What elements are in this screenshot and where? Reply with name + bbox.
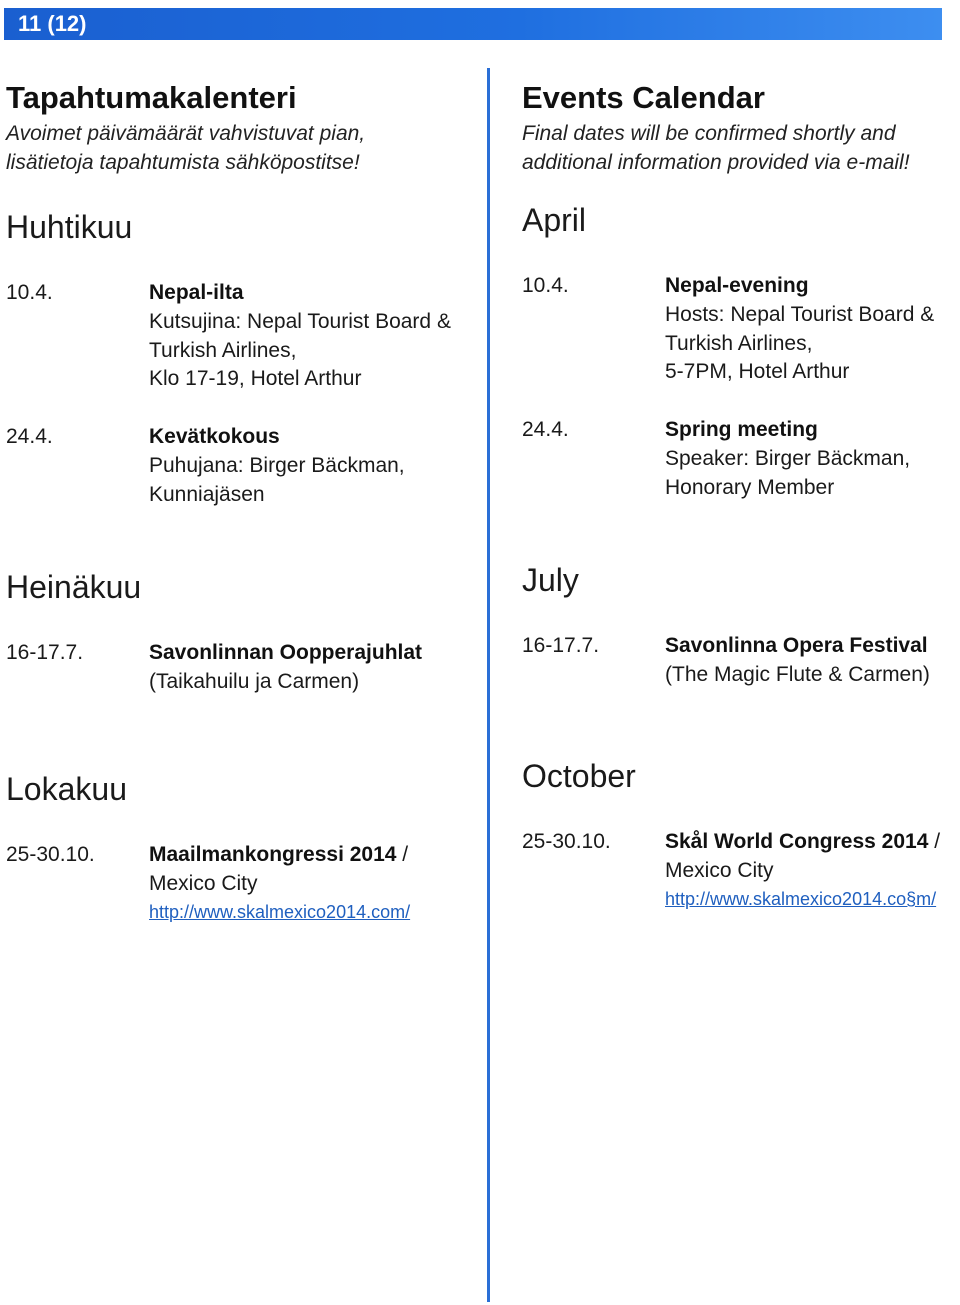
event-title: Skål World Congress 2014 bbox=[665, 830, 929, 853]
event-title: Kevätkokous bbox=[149, 425, 280, 448]
event-title-suffix: / bbox=[928, 830, 941, 853]
event-title-line bbox=[149, 840, 408, 869]
event-detail: Puhujana: Birger Bäckman, bbox=[149, 454, 405, 477]
month-heading: October bbox=[522, 758, 636, 794]
event-detail: (Taikahuilu ja Carmen) bbox=[149, 670, 360, 693]
event-date: 25-30.10. bbox=[522, 830, 611, 853]
event-date: 16-17.7. bbox=[522, 634, 600, 657]
event-detail: Speaker: Birger Bäckman, bbox=[665, 447, 911, 470]
header-bar bbox=[4, 8, 942, 40]
event-date: 16-17.7. bbox=[6, 641, 84, 664]
event-detail: Hosts: Nepal Tourist Board & bbox=[665, 303, 935, 326]
month-heading: July bbox=[522, 562, 579, 598]
month-heading: Huhtikuu bbox=[6, 209, 133, 245]
event-title: Spring meeting bbox=[665, 418, 818, 441]
subtitle-line: additional information provided via e-mail! bbox=[522, 151, 910, 174]
event-detail: Honorary Member bbox=[665, 476, 835, 499]
event-date: 24.4. bbox=[522, 418, 569, 441]
event-title: Maailmankongressi 2014 bbox=[149, 843, 397, 866]
event-detail: Kunniajäsen bbox=[149, 483, 265, 506]
event-detail: 5-7PM, Hotel Arthur bbox=[665, 360, 850, 383]
event-detail: Mexico City bbox=[149, 872, 258, 895]
page-title-finnish: Tapahtumakalenteri bbox=[6, 80, 297, 115]
event-title: Savonlinnan Oopperajuhlat bbox=[149, 641, 423, 664]
page-title-english: Events Calendar bbox=[522, 80, 765, 115]
event-title-suffix: / bbox=[396, 843, 409, 866]
page-number: 11 (12) bbox=[18, 11, 87, 36]
event-detail: (The Magic Flute & Carmen) bbox=[665, 663, 930, 686]
month-heading: Heinäkuu bbox=[6, 569, 142, 605]
event-detail: Turkish Airlines, bbox=[149, 339, 297, 362]
event-title: Nepal-ilta bbox=[149, 281, 244, 304]
event-link[interactable]: http://www.skalmexico2014.co§m/ bbox=[665, 889, 937, 909]
event-title-line bbox=[665, 827, 940, 856]
event-date: 10.4. bbox=[6, 281, 53, 304]
event-link[interactable]: http://www.skalmexico2014.com/ bbox=[149, 902, 411, 922]
event-title: Nepal-evening bbox=[665, 274, 809, 297]
month-heading: April bbox=[522, 202, 587, 238]
event-date: 25-30.10. bbox=[6, 843, 95, 866]
month-heading: Lokakuu bbox=[6, 771, 127, 807]
event-date: 10.4. bbox=[522, 274, 569, 297]
event-title: Savonlinna Opera Festival bbox=[665, 634, 928, 657]
event-detail: Mexico City bbox=[665, 859, 774, 882]
event-detail: Kutsujina: Nepal Tourist Board & bbox=[149, 310, 451, 333]
event-detail: Klo 17-19, Hotel Arthur bbox=[149, 367, 362, 390]
event-date: 24.4. bbox=[6, 425, 53, 448]
subtitle-line: lisätietoja tapahtumista sähköpostitse! bbox=[6, 151, 360, 174]
event-detail: Turkish Airlines, bbox=[665, 332, 813, 355]
subtitle-line: Final dates will be confirmed shortly and bbox=[522, 122, 896, 145]
column-divider bbox=[487, 68, 490, 1302]
subtitle-line: Avoimet päivämäärät vahvistuvat pian, bbox=[6, 122, 366, 145]
